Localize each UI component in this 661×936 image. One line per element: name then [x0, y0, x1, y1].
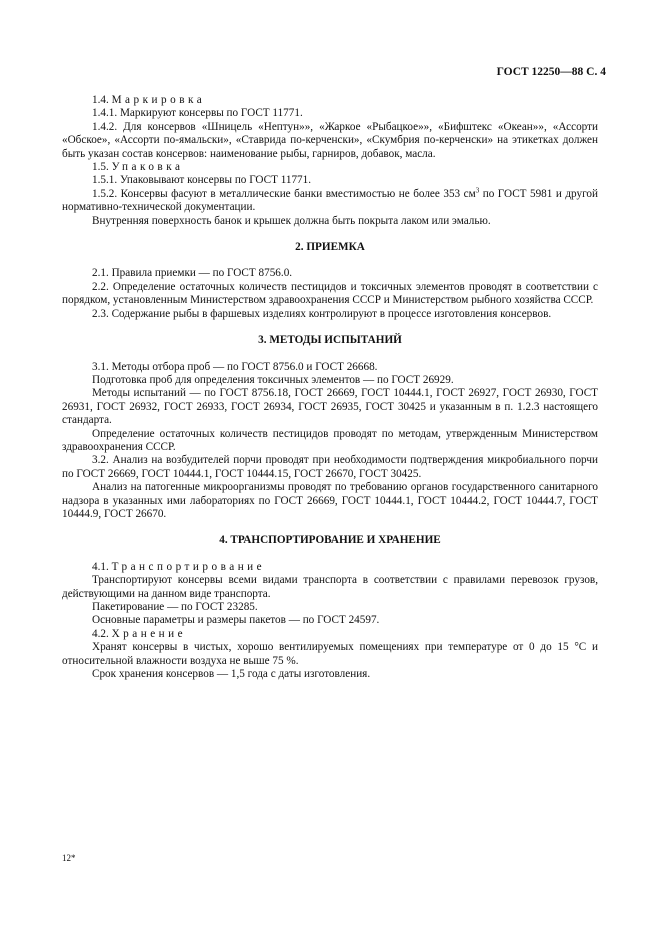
paragraph: Внутренняя поверхность банок и крышек должна быть покрыта лаком или эмалью. [92, 214, 491, 227]
paragraph: Транспортируют консервы всеми видами транспорта в соответствии с правилами перевозок грузов, действующими на данном виде транспорта. [62, 574, 598, 600]
section-heading: 3. МЕТОДЫ ИСПЫТАНИЙ [258, 334, 402, 347]
paragraph: Методы испытаний — по ГОСТ 8756.18, ГОСТ 26669, ГОСТ 10444.1, ГОСТ 26927, ГОСТ 26930, ГОСТ 26931, ГОСТ 26932, ГОСТ 26933, ГОСТ 26934, ГОСТ 26935, ГОСТ 30425 и указанным в п. 1.2.3 настоящего стандарта. [62, 387, 598, 427]
paragraph: Основные параметры и размеры пакетов — по ГОСТ 24597. [92, 614, 380, 627]
subsection-heading: 4.2. Хранение [92, 627, 187, 640]
paragraph: Подготовка проб для определения токсичных элементов — по ГОСТ 26929. [92, 373, 454, 386]
paragraph: 1.5.2. Консервы фасуют в металлические банки вместимостью не более 353 $см^3$ по ГОСТ 5981 и другой нормативно-технической документации. [62, 186, 598, 214]
paragraph: Анализ на патогенные микроорганизмы проводят по требованию органов государственного санитарного надзора в указанных ими лабораториях по ГОСТ 26669, ГОСТ 10444.1, ГОСТ 10444.2, ГОСТ 10444.7, ГОСТ 10444.9, ГОСТ 26670. [62, 481, 598, 520]
paragraph: Определение остаточных количеств пестицидов проводят по методам, утвержденным Министерством здравоохранения СССР. [62, 427, 598, 453]
page-footer-mark: 12* [62, 853, 76, 863]
subsection-heading: 4.1. Транспортирование [92, 560, 266, 573]
paragraph: 1.5.1. Упаковывают консервы по ГОСТ 11771. [92, 174, 312, 187]
paragraph: 1.4.1. Маркируют консервы по ГОСТ 11771. [92, 107, 303, 120]
section-heading: 2. ПРИЕМКА [295, 241, 365, 254]
paragraph: Хранят консервы в чистых, хорошо вентилируемых помещениях при температуре от 0 до 15 °С и относительной влажности воздуха не выше 75 %. [62, 641, 598, 667]
paragraph: 2.1. Правила приемки — по ГОСТ 8756.0. [92, 267, 293, 280]
paragraph: 3.1. Методы отбора проб — по ГОСТ 8756.0 и ГОСТ 26668. [92, 360, 378, 373]
subsection-heading: 1.4. Маркировка [92, 94, 206, 106]
paragraph: 2.3. Содержание рыбы в фаршевых изделиях контролируют в процессе изготовления консервов. [92, 307, 552, 320]
page-header: ГОСТ 12250—88 С. 4 [496, 66, 606, 78]
paragraph: Пакетирование — по ГОСТ 23285. [92, 601, 258, 613]
subsection-heading: 1.5. Упаковка [92, 161, 184, 174]
section-heading: 4. ТРАНСПОРТИРОВАНИЕ И ХРАНЕНИЕ [219, 534, 441, 547]
paragraph: 2.2. Определение остаточных количеств пестицидов и токсичных элементов проводят в соответствии с порядком, установленным Министерством здравоохранения СССР и Министерством рыбного хозяйства СССР. [62, 280, 598, 307]
paragraph: 1.4.2. Для консервов «Шницель «Нептун»», «Жаркое «Рыбацкое»», «Бифштекс «Океан»», «Ассорти «Обское», «Ассорти по-ямальски», «Ставрида по-керченски», «Скумбрия по-керченски» на этикетках должен быть указан состав консервов: наименование рыбы, гарниров, добавок, масла. [62, 120, 598, 160]
document-body [62, 94, 598, 681]
paragraph: Срок хранения консервов — 1,5 года с даты изготовления. [92, 668, 371, 681]
paragraph: 3.2. Анализ на возбудителей порчи проводят при необходимости подтверждения микробиального порчи по ГОСТ 26669, ГОСТ 10444.1, ГОСТ 10444.15, ГОСТ 26670, ГОСТ 30425. [62, 454, 598, 480]
